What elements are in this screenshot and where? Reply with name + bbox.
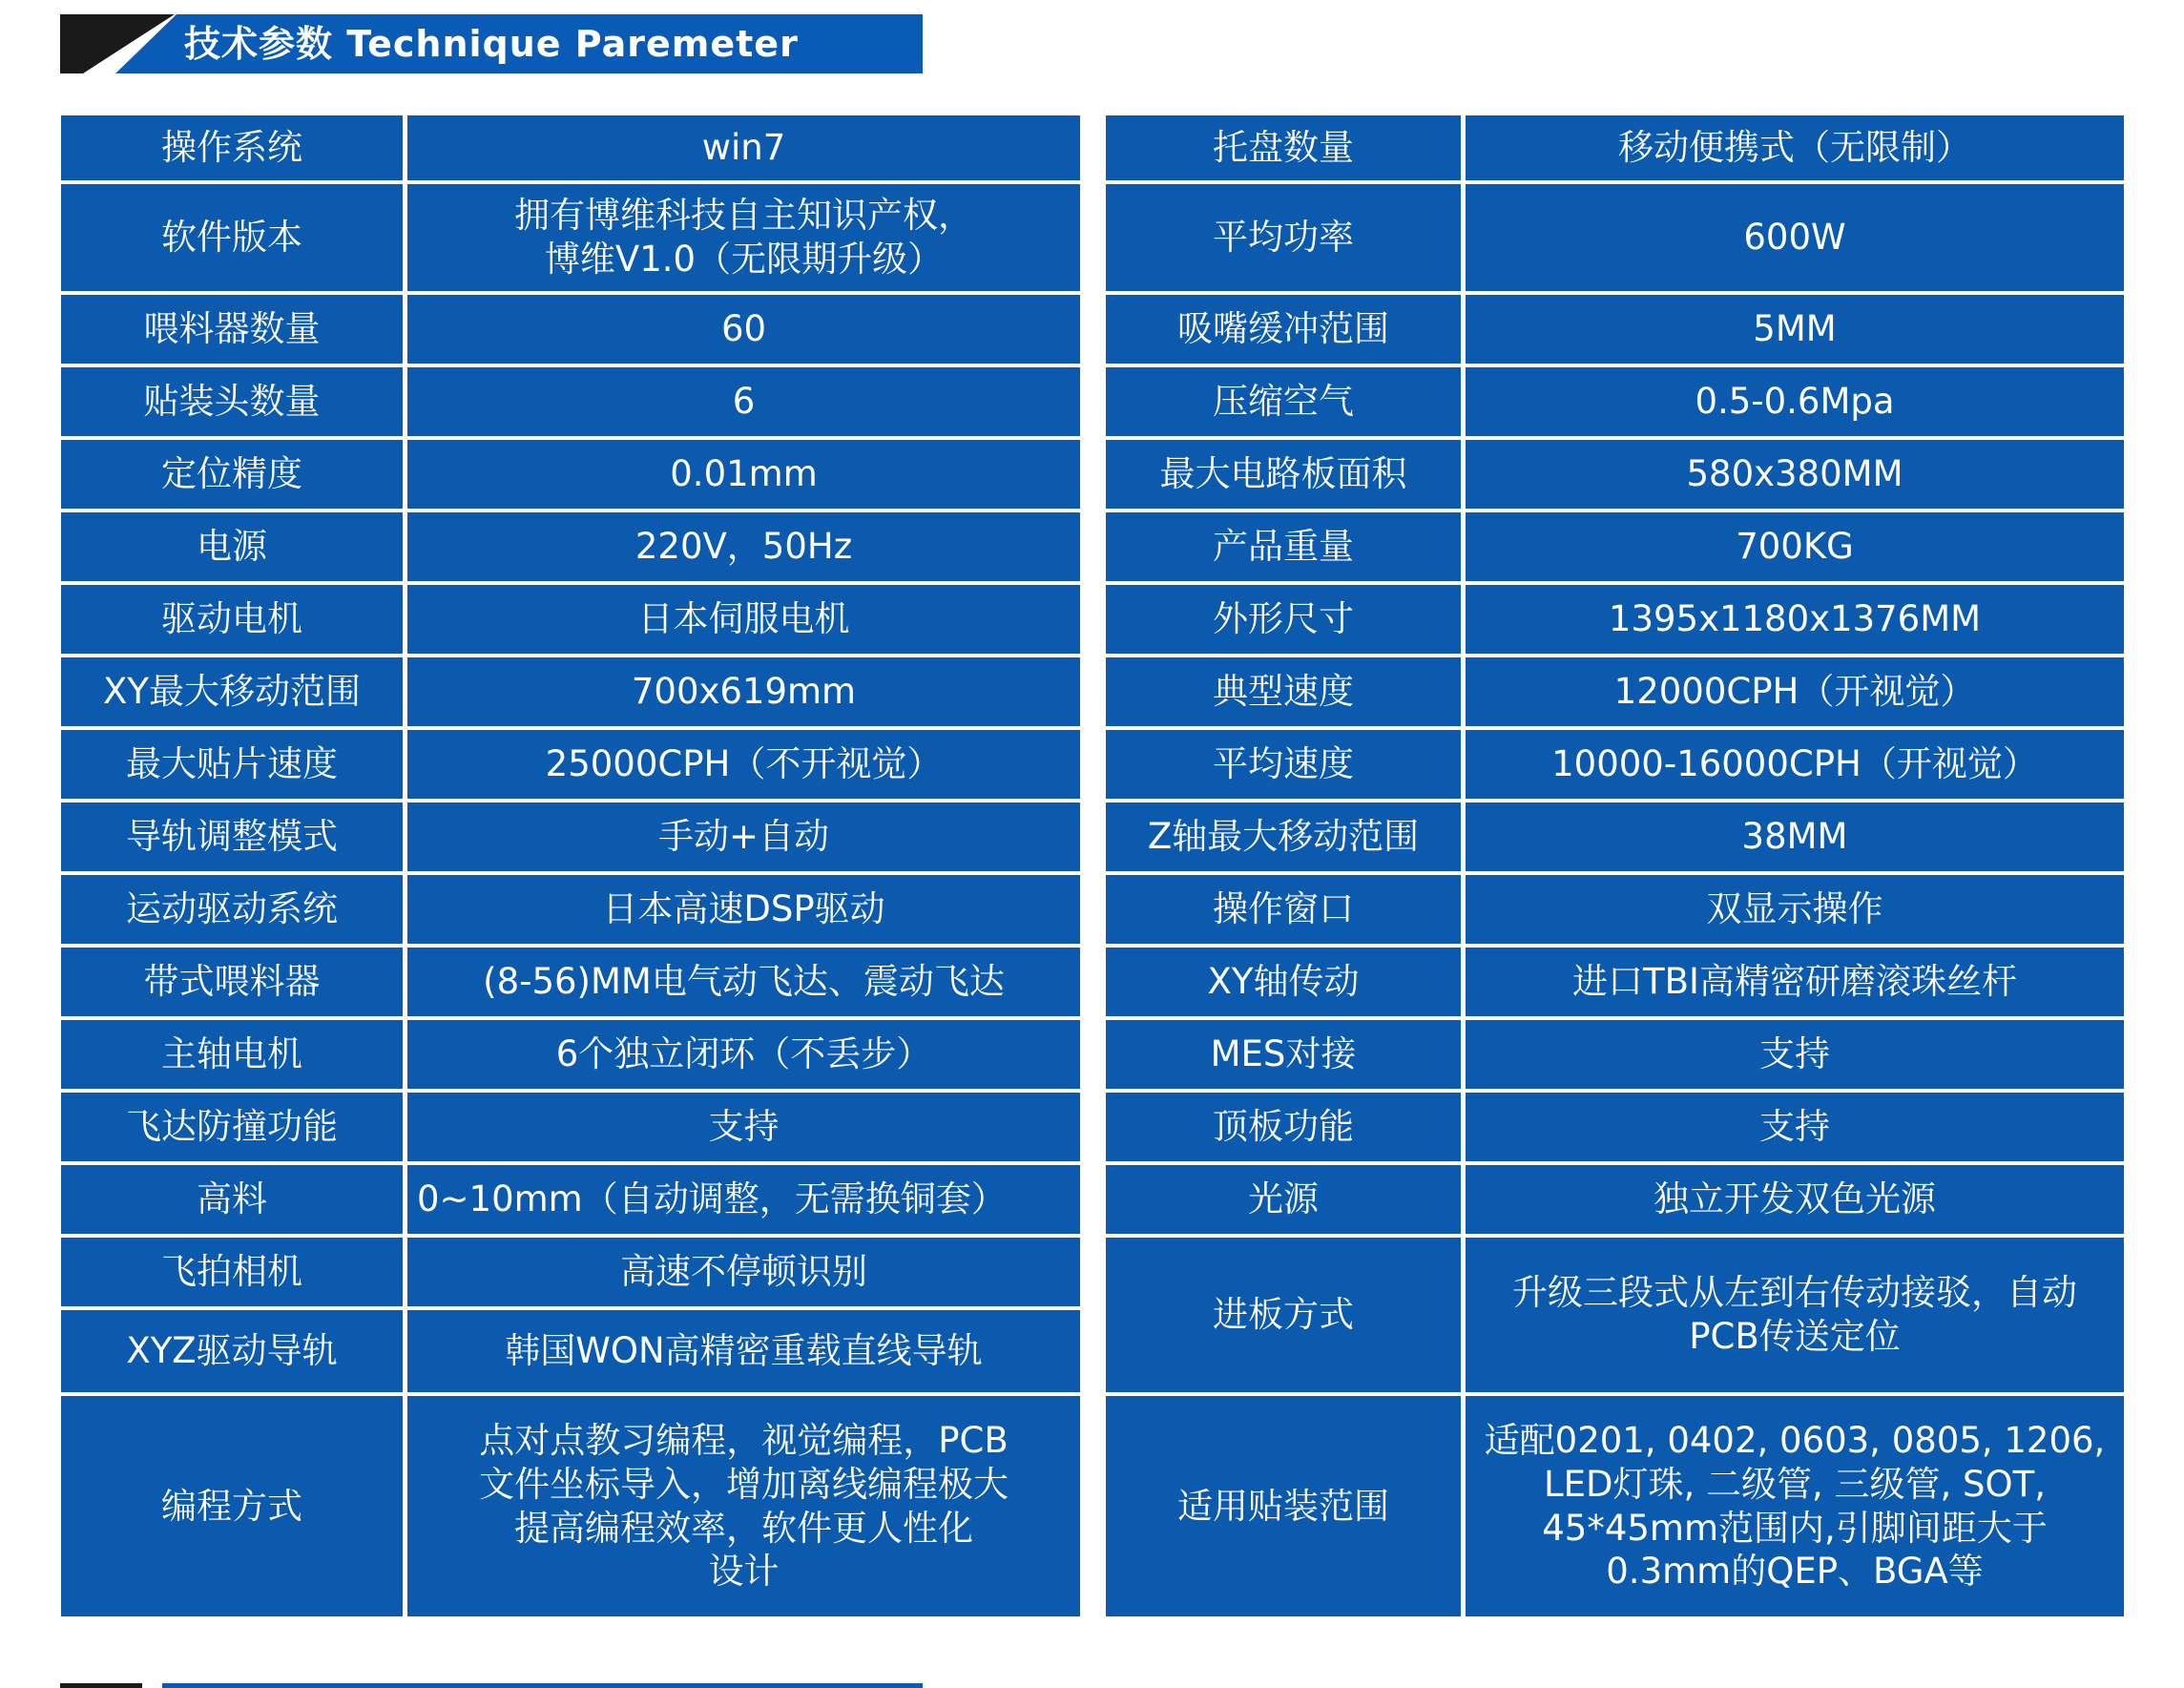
spec-label: 电源: [61, 512, 407, 581]
spec-label: 贴装头数量: [61, 367, 407, 436]
table-row: [61, 1238, 1080, 1306]
table-row: [61, 1020, 1080, 1089]
table-row: [61, 512, 1080, 581]
spec-label: 吸嘴缓冲范围: [1106, 295, 1466, 364]
spec-label: 软件版本: [61, 184, 407, 291]
section-title: 技术参数 Technique Paremeter: [184, 23, 799, 65]
table-row: [1106, 875, 2124, 944]
right-spec-table: [1106, 112, 2124, 1620]
spec-label: MES对接: [1106, 1020, 1466, 1089]
table-row: [1106, 1020, 2124, 1089]
spec-label: 进板方式: [1106, 1238, 1466, 1392]
spec-value: 高速不停顿识别: [407, 1238, 1080, 1306]
table-row: [1106, 802, 2124, 871]
spec-label: 高料: [61, 1165, 407, 1234]
spec-label: 运动驱动系统: [61, 875, 407, 944]
spec-value: 升级三段式从左到右传动接驳，自动 PCB传送定位: [1466, 1238, 2124, 1392]
spec-label: 适用贴装范围: [1106, 1396, 1466, 1616]
spec-label: XY最大移动范围: [61, 657, 407, 726]
table-row: [61, 295, 1080, 364]
spec-value: 5MM: [1466, 295, 2124, 364]
spec-label: 平均功率: [1106, 184, 1466, 291]
spec-value: 12000CPH（开视觉）: [1466, 657, 2124, 726]
spec-value: 双显示操作: [1466, 875, 2124, 944]
spec-label: 最大电路板面积: [1106, 440, 1466, 509]
footer-blue-line: [162, 1683, 923, 1688]
spec-label: 最大贴片速度: [61, 730, 407, 799]
left-spec-table: [61, 112, 1080, 1620]
spec-label: 导轨调整模式: [61, 802, 407, 871]
spec-value: 移动便携式（无限制）: [1466, 115, 2124, 180]
spec-value: 38MM: [1466, 802, 2124, 871]
spec-label: 编程方式: [61, 1396, 407, 1616]
spec-value: 日本高速DSP驱动: [407, 875, 1080, 944]
table-row: [61, 440, 1080, 509]
spec-value: win7: [407, 115, 1080, 180]
spec-value: 手动+自动: [407, 802, 1080, 871]
table-row: [61, 1093, 1080, 1161]
spec-value: 适配0201, 0402, 0603, 0805, 1206, LED灯珠, 二级管, 三级管, SOT, 45*45mm范围内,引脚间距大于 0.3mm的QEP、BGA等: [1466, 1396, 2124, 1616]
table-row: [1106, 184, 2124, 291]
spec-label: 飞达防撞功能: [61, 1093, 407, 1161]
table-row: [1106, 1238, 2124, 1392]
spec-value: 支持: [1466, 1093, 2124, 1161]
table-row: [61, 184, 1080, 291]
spec-value: 韩国WON高精密重载直线导轨: [407, 1310, 1080, 1392]
spec-label: XY轴传动: [1106, 948, 1466, 1016]
spec-label: 产品重量: [1106, 512, 1466, 581]
table-row: [61, 1396, 1080, 1616]
table-row: [1106, 585, 2124, 654]
spec-value: 10000-16000CPH（开视觉）: [1466, 730, 2124, 799]
spec-value: 支持: [407, 1093, 1080, 1161]
spec-label: 飞拍相机: [61, 1238, 407, 1306]
table-row: [61, 367, 1080, 436]
spec-label: Z轴最大移动范围: [1106, 802, 1466, 871]
spec-value: 6: [407, 367, 1080, 436]
spec-value: 220V，50Hz: [407, 512, 1080, 581]
table-row: [61, 657, 1080, 726]
spec-value: 700x619mm: [407, 657, 1080, 726]
spec-value: 日本伺服电机: [407, 585, 1080, 654]
spec-label: 外形尺寸: [1106, 585, 1466, 654]
spec-label: 定位精度: [61, 440, 407, 509]
spec-value: 700KG: [1466, 512, 2124, 581]
spec-value: 6个独立闭环（不丢步）: [407, 1020, 1080, 1089]
table-row: [61, 115, 1080, 180]
table-row: [1106, 295, 2124, 364]
spec-value: 进口TBI高精密研磨滚珠丝杆: [1466, 948, 2124, 1016]
spec-value: 支持: [1466, 1020, 2124, 1089]
spec-label: 带式喂料器: [61, 948, 407, 1016]
spec-label: 喂料器数量: [61, 295, 407, 364]
table-row: [61, 802, 1080, 871]
spec-value: 0~10mm（自动调整，无需换铜套）: [407, 1165, 1080, 1234]
spec-label: XYZ驱动导轨: [61, 1310, 407, 1392]
table-row: [1106, 1093, 2124, 1161]
spec-value: 0.01mm: [407, 440, 1080, 509]
spec-label: 压缩空气: [1106, 367, 1466, 436]
table-row: [1106, 115, 2124, 180]
spec-value: 1395x1180x1376MM: [1466, 585, 2124, 654]
spec-label: 光源: [1106, 1165, 1466, 1234]
spec-value: 580x380MM: [1466, 440, 2124, 509]
table-row: [61, 948, 1080, 1016]
spec-value: 0.5-0.6Mpa: [1466, 367, 2124, 436]
spec-value: 点对点教习编程，视觉编程，PCB 文件坐标导入，增加离线编程极大 提高编程效率，软件更人性化 设计: [407, 1396, 1080, 1616]
table-row: [61, 730, 1080, 799]
table-row: [61, 585, 1080, 654]
spec-value: 60: [407, 295, 1080, 364]
spec-value: 独立开发双色光源: [1466, 1165, 2124, 1234]
spec-label: 平均速度: [1106, 730, 1466, 799]
footer-dark-line: [60, 1683, 142, 1688]
spec-label: 主轴电机: [61, 1020, 407, 1089]
table-row: [1106, 367, 2124, 436]
table-row: [61, 875, 1080, 944]
table-row: [1106, 657, 2124, 726]
spec-value: (8-56)MM电气动飞达、震动飞达: [407, 948, 1080, 1016]
table-row: [61, 1165, 1080, 1234]
spec-label: 顶板功能: [1106, 1093, 1466, 1161]
spec-label: 托盘数量: [1106, 115, 1466, 180]
table-row: [1106, 730, 2124, 799]
table-row: [1106, 948, 2124, 1016]
table-row: [1106, 1165, 2124, 1234]
table-row: [61, 1310, 1080, 1392]
table-row: [1106, 512, 2124, 581]
table-row: [1106, 1396, 2124, 1616]
spec-value: 25000CPH（不开视觉）: [407, 730, 1080, 799]
table-row: [1106, 440, 2124, 509]
section-header: [60, 14, 923, 73]
spec-label: 典型速度: [1106, 657, 1466, 726]
spec-value: 600W: [1466, 184, 2124, 291]
spec-label: 驱动电机: [61, 585, 407, 654]
spec-label: 操作窗口: [1106, 875, 1466, 944]
spec-value: 拥有博维科技自主知识产权， 博维V1.0（无限期升级）: [407, 184, 1080, 291]
spec-label: 操作系统: [61, 115, 407, 180]
